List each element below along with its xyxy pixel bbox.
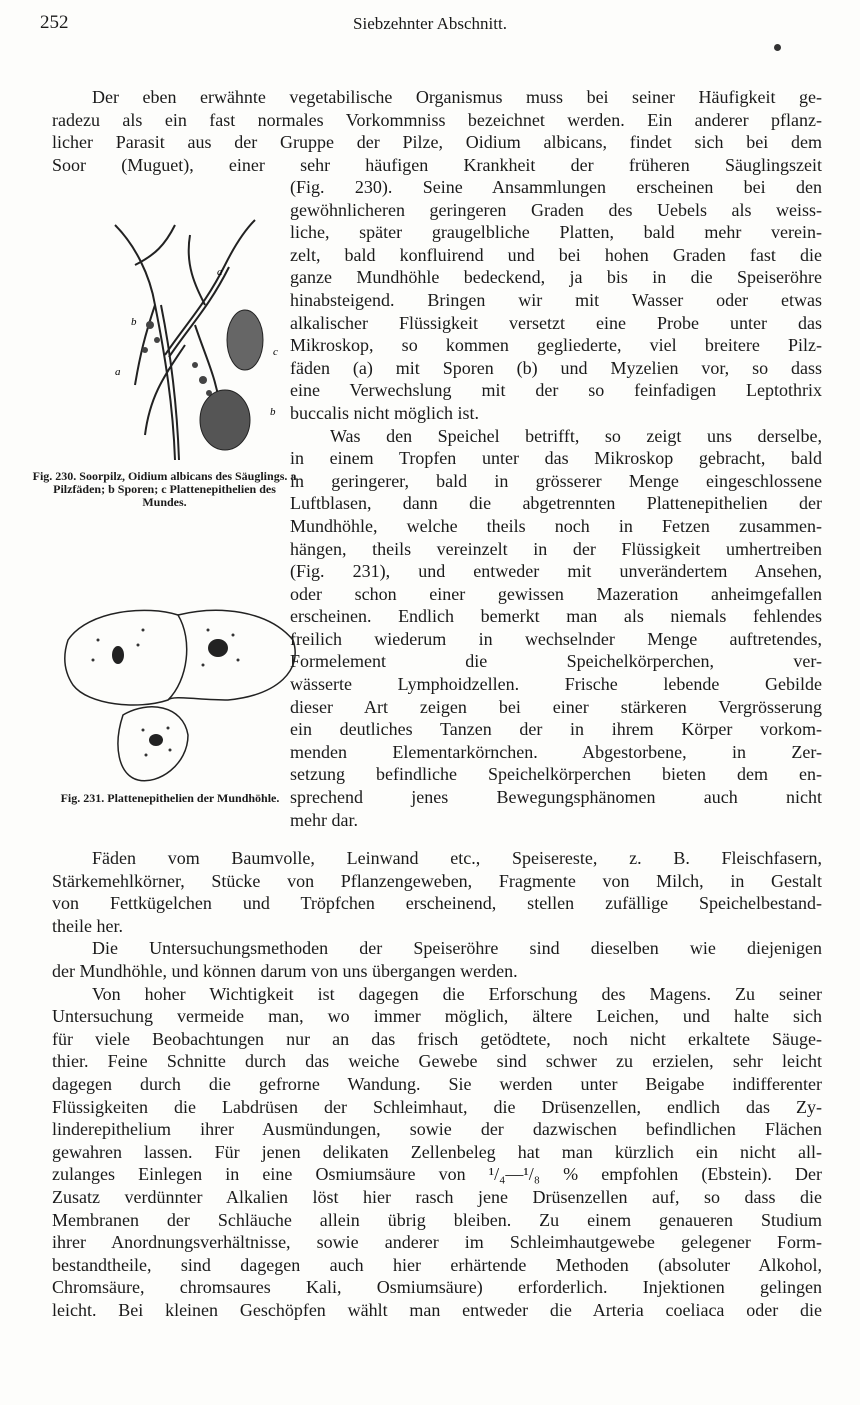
text-line: dieser Art zeigen bei einer stärkeren Vergrösserung (290, 696, 822, 717)
label-b: b (270, 406, 276, 418)
text-line: thier. Feine Schnitte durch das weiche Gewebe sind schwer zu erzielen, sehr leicht (52, 1051, 822, 1072)
text-line: Flüssigkeiten die Labdrüsen der Schleimhaut, die Drüsenzellen, endlich das Zy- (52, 1096, 822, 1117)
text-line: Mundhöhle, welche theils noch in Fetzen zusammen- (290, 515, 822, 536)
text-line: Von hoher Wichtigkeit ist dagegen die Erforschung des Magens. Zu seiner (92, 983, 822, 1004)
text-line: Fäden vom Baumvolle, Leinwand etc., Speisereste, z. B. Fleischfasern, (92, 848, 822, 868)
text-line: Der eben erwähnte vegetabilische Organismus muss bei seiner Häufigkeit ge- (92, 87, 822, 107)
text-line: hinabsteigend. Bringen wir mit Wasser oder etwas (290, 289, 822, 310)
figure-230-illustration (95, 205, 295, 465)
label-c: c (273, 346, 278, 358)
text-line: (Fig. 231), und entweder mit unverändertem Ansehen, (290, 561, 822, 582)
text-line: gewöhnlicheren geringeren Graden des Uebels als weiss- (290, 199, 822, 220)
text-line: liche, später graugelbliche Platten, bald mehr verein- (290, 222, 822, 243)
text-line: gewahren lassen. Für jenen delikaten Zellenbeleg hat man kürzlich ein nicht all- (52, 1141, 822, 1162)
text-line: oder schon einer gewissen Mazeration anheimgefallen (290, 583, 822, 604)
text-line: Chromsäure, chromsaures Kali, Osmiumsäure) erforderlich. Injektionen gelingen (52, 1277, 822, 1298)
text-line: von Fettkügelchen und Tröpfchen erscheinend, stellen zufällige Speichelbestand- (52, 893, 822, 914)
text-line: für viele Beobachtungen nur an das frisch getödtete, noch nicht erkaltete Säuge- (52, 1028, 822, 1049)
text-line: Membranen der Schläuche allein übrig bleiben. Zu einem genaueren Studium (52, 1209, 822, 1230)
text-line: erscheinen. Endlich bemerkt man als niemals fehlendes (290, 606, 822, 627)
text-line: licher Parasit aus der Gruppe der Pilze, Oidium albicans, findet sich bei dem (52, 132, 822, 153)
text-line: zulanges Einlegen in eine Osmiumsäure von ¹/₄—¹/₈ % empfohlen (Ebstein). Der (52, 1164, 822, 1185)
text-line: alkalischer Flüssigkeit versetzt eine Probe unter das (290, 312, 822, 333)
running-title: Siebzehnter Abschnitt. (353, 14, 507, 33)
text-line: in einem Tropfen unter das Mikroskop gebracht, bald (290, 448, 822, 469)
text-line: dagegen durch die gefrorne Wandung. Sie werden unter Beigabe indifferenter (52, 1073, 822, 1094)
text-line: Zusatz verdünnter Alkalien löst hier rasch jene Drüsenzellen auf, so dass die (52, 1186, 822, 1207)
text-line: freilich wiederum in wechselnder Menge auftretendes, (290, 628, 822, 649)
text-line: Mikroskop, so kommen gegliederte, viel breitere Pilz- (290, 335, 822, 356)
paragraph-top (52, 86, 822, 176)
text-line: eine Verwechslung mit der so feinfadigen Leptothrix (290, 380, 822, 401)
text-line: leicht. Bei kleinen Geschöpfen wählt man entweder die Arteria coeliaca oder die (52, 1299, 822, 1320)
text-line: radezu als ein fast normales Vorkommniss bezeichnet werden. Ein anderer pflanz- (52, 109, 822, 130)
text-line: Untersuchung vermeide man, wo immer möglich, ältere Leichen, und halte sich (52, 1006, 822, 1027)
paragraph-bottom (52, 847, 822, 1321)
text-line: wässerte Lymphoidzellen. Frische lebende Gebilde (290, 674, 822, 695)
text-line: menden Elementarkörnchen. Abgestorbene, in Zer- (290, 741, 822, 762)
text-line: linderepithelium ihrer Ausmündungen, sowie der dazwischen befindlichen Flächen (52, 1119, 822, 1140)
text-line: Soor (Muguet), einer sehr häufigen Krankheit der früheren Säuglingszeit (52, 154, 822, 175)
page-number: 252 (40, 12, 69, 33)
text-line: mehr dar. (290, 809, 358, 830)
text-line: ein deutliches Tanzen der in ihrem Körper vorkom- (290, 719, 822, 740)
text-line: ganze Mundhöhle bedeckend, ja bis in die Speiseröhre (290, 267, 822, 288)
text-line: in geringerer, bald in grösserer Menge eingeschlossene (290, 470, 822, 491)
ink-dot (774, 44, 781, 51)
text-line: theile her. (52, 915, 123, 936)
text-line: zelt, bald konfluirend und bei hohen Graden fast die (290, 244, 822, 265)
text-line: ihrer Anordnungsverhältnisse, sowie anderer im Schleimhautgewebe gelegener Form- (52, 1232, 822, 1253)
text-line: Stärkemehlkörner, Stücke von Pflanzengeweben, Fragmente von Milch, in Gestalt (52, 870, 822, 891)
text-line: sprechend jenes Bewegungsphänomen auch nicht (290, 787, 822, 808)
text-line: Was den Speichel betrifft, so zeigt uns derselbe, (330, 425, 822, 446)
text-line: hängen, theils vereinzelt in der Flüssigkeit umhertreiben (290, 538, 822, 559)
text-line: fäden (a) mit Sporen (b) und Myzelien vor, so dass (290, 357, 822, 378)
text-line: Luftblasen, dann die abgetrennten Plattenepithelien der (290, 493, 822, 514)
label-a: a (217, 266, 223, 278)
text-line: Formelement die Speichelkörperchen, ver- (290, 651, 822, 672)
figure-231-illustration (58, 600, 303, 790)
text-line: bestandtheile, sind dagegen auch hier erhärtende Methoden (absoluter Alkohol, (52, 1254, 822, 1275)
text-line: Die Untersuchungsmethoden der Speiseröhre sind dieselben wie diejenigen (92, 938, 822, 959)
text-line: der Mundhöhle, und können darum von uns übergangen werden. (52, 960, 518, 981)
label-a: a (115, 366, 121, 378)
text-column-right (290, 176, 822, 831)
label-b: b (131, 316, 137, 328)
text-line: setzung befindliche Speichelkörperchen bieten dem en- (290, 764, 822, 785)
text-line: (Fig. 230). Seine Ansammlungen erscheinen bei den (290, 177, 822, 197)
figure-230-caption: Fig. 230. Soorpilz, Oidium albicans des Säuglings. a Pilzfäden; b Sporen; c Plattenepithelien des Mundes. (32, 469, 297, 509)
text-line: buccalis nicht möglich ist. (290, 402, 479, 423)
figure-231-caption: Fig. 231. Plattenepithelien der Mundhöhle. (60, 791, 280, 805)
